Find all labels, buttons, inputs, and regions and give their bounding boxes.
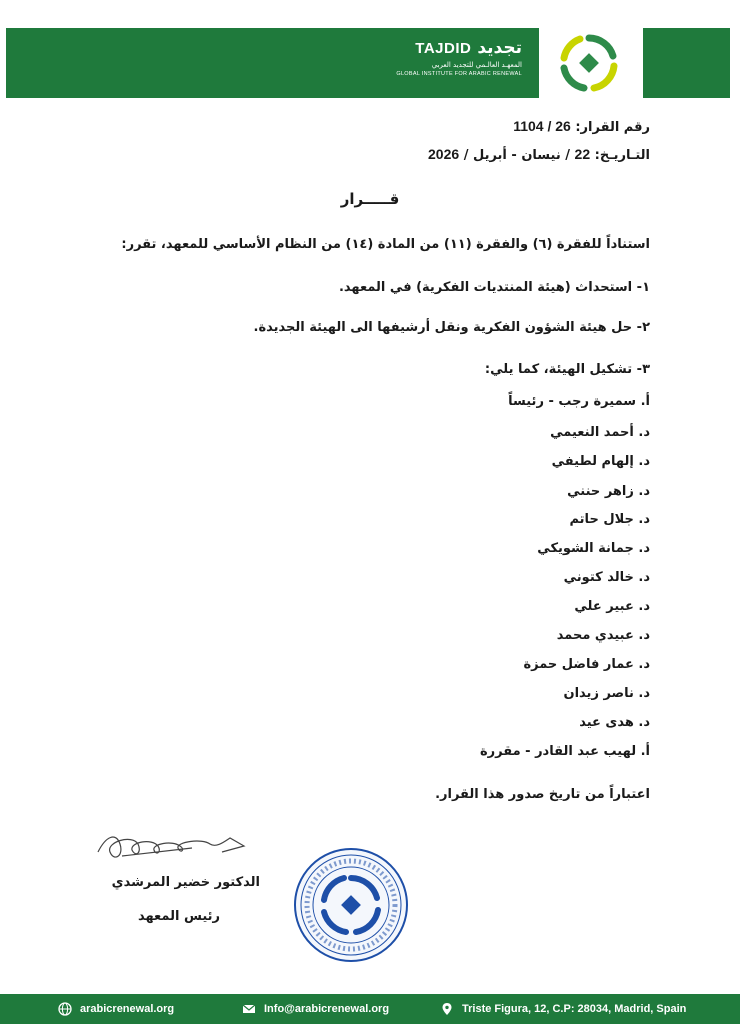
member-item: د. عمار فاضل حمزة [523,657,650,672]
member-item: د. زاهر حنني [567,484,650,499]
signer-name: الدكتور خضير المرشدي [111,875,260,890]
member-item: د. أحمد النعيمي [550,425,650,440]
brand-latin: TAJDID [415,39,472,57]
institute-name-en: GLOBAL INSTITUTE FOR ARABIC RENEWAL [396,71,522,77]
footer-website[interactable] [58,1002,174,1016]
envelope-icon [242,1002,256,1016]
member-item: د. عبيدي محمد [556,628,650,643]
member-item: د. إلهام لطيفي [551,454,650,469]
decision-date: التـاريـخ: 22 / نيسان - أبريل / 2026 [428,146,650,163]
member-item: د. جلال حاتم [569,512,650,527]
footer-email[interactable] [242,1002,389,1016]
tajdid-logo-icon [556,32,622,94]
date-year: 2026 [428,146,460,162]
decision-number-label: رقم القرار: [575,120,650,135]
address-text: Triste Figura, 12, C.P: 28034, Madrid, Spain [462,1003,687,1015]
member-item: د. جمانة الشويكي [537,541,650,556]
decision-number-value: 1104 / 26 [513,118,571,134]
date-month: نيسان - أبريل [472,148,561,163]
signature-scribble [92,822,252,870]
decision-item-2: ٢- حل هيئة الشؤون الفكرية ونقل أرشيفها الى الهيئة الجديدة. [253,320,650,335]
preamble: استناداً للفقرة (٦) والفقرة (١١) من المادة (١٤) من النظام الأساسي للمعهد، تقرر: [121,237,650,252]
footer-bar [0,994,740,1024]
decision-number [513,118,650,135]
brand-arabic: تجديد [477,38,522,58]
globe-icon [58,1002,72,1016]
date-label: التـاريـخ: [594,148,650,163]
member-item: د. خالد كتوني [563,570,650,585]
member-item: د. ناصر زيدان [563,686,650,701]
signer-title: رئيس المعهد [137,909,220,924]
member-item: أ. سميرة رجب - رئيساً [508,394,650,409]
date-day: 22 [574,146,591,162]
footer-address [440,1002,686,1016]
email-text[interactable]: Info@arabicrenewal.org [264,1003,390,1015]
member-item: د. هدى عيد [579,715,650,730]
institute-seal-icon [292,846,410,964]
member-item: أ. لهيب عبد القادر - مقررة [479,744,650,759]
institute-name-ar: المعهـد العالـمي للتجديد العربي [431,61,522,69]
member-item: د. عبير علي [574,599,650,614]
effective-note: اعتباراً من تاريخ صدور هذا القرار. [435,787,650,802]
brand-block [392,38,522,77]
decision-item-3: ٣- تشكيل الهيئة، كما يلي: [484,362,650,377]
website-text[interactable]: arabicrenewal.org [80,1003,175,1015]
page-title: قـــــرار [340,190,400,208]
location-pin-icon [440,1002,454,1016]
decision-item-1: ١- استحداث (هيئة المنتديات الفكرية) في المعهد. [338,280,650,295]
